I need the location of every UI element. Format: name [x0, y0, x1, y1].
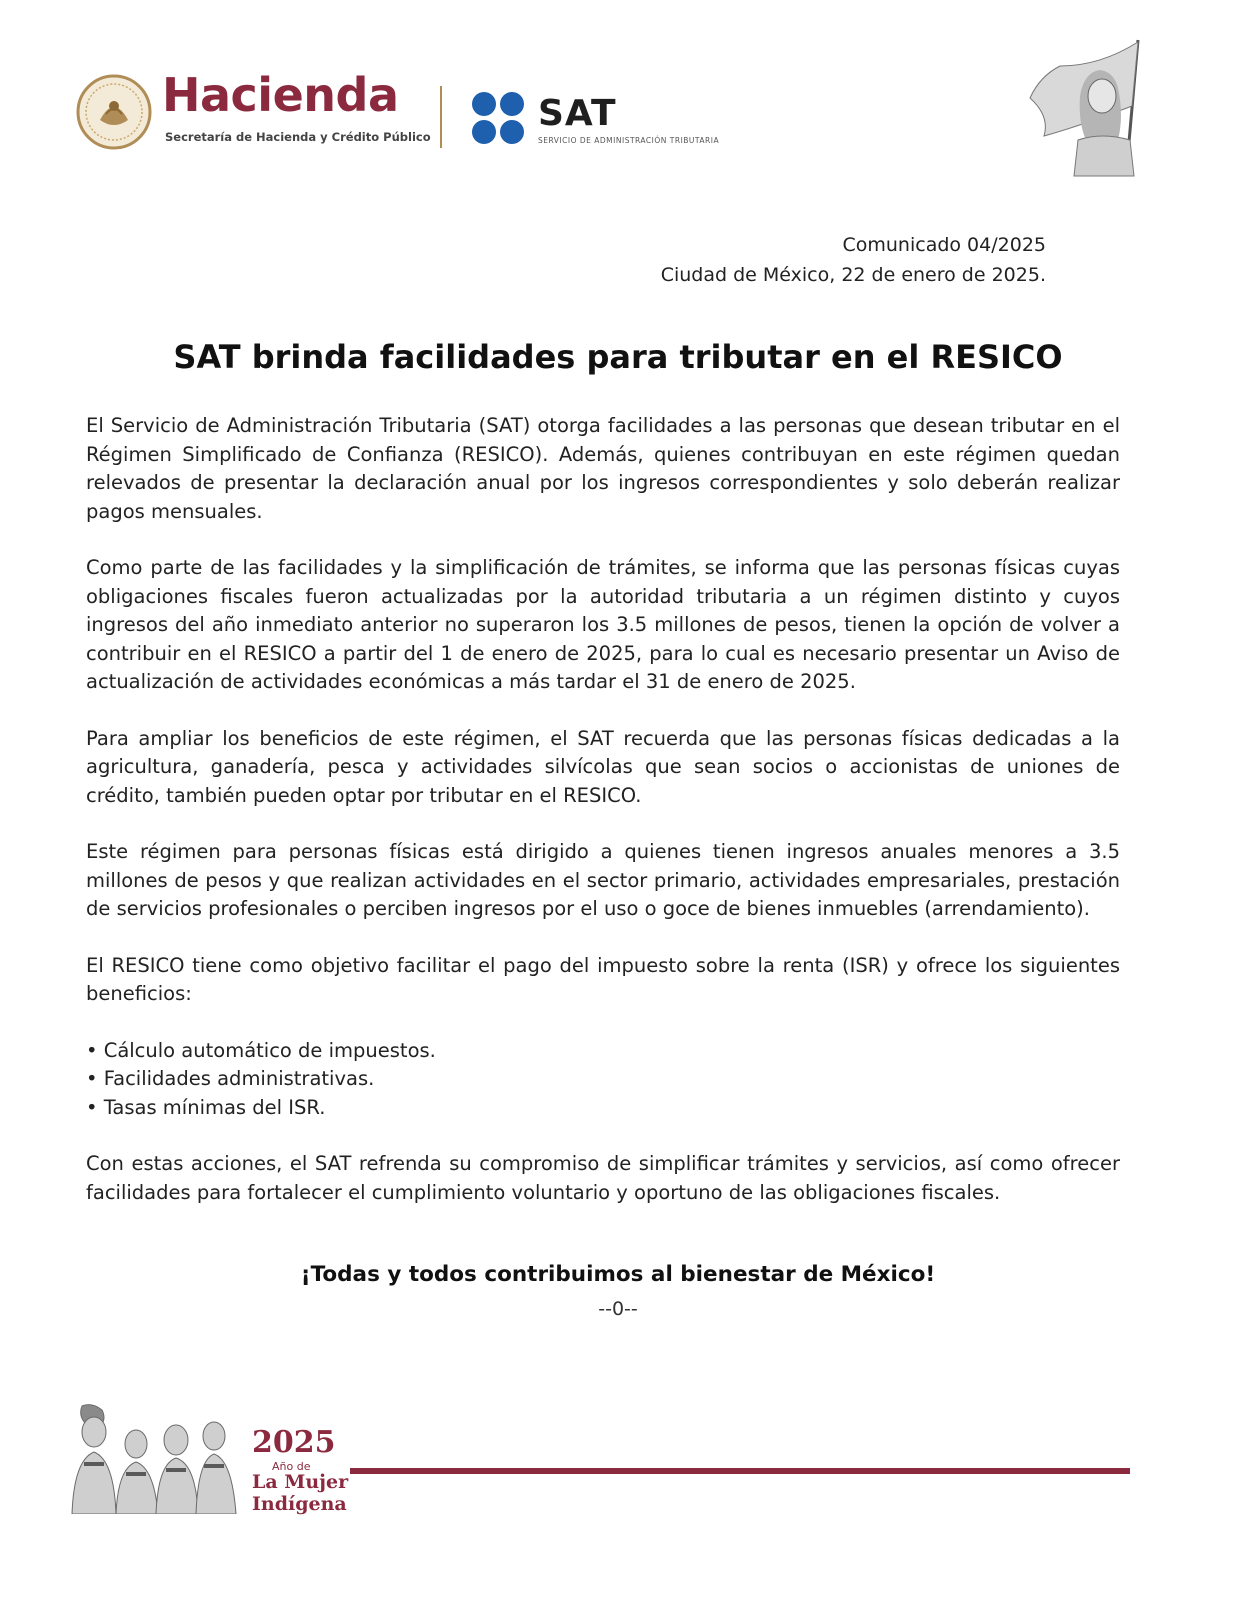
indigenous-women-illustration: [62, 1402, 242, 1514]
heroine-flag-illustration: [1020, 36, 1170, 178]
paragraph: El Servicio de Administración Tributaria (SAT) otorga facilidades a las personas que desean tributar en el Régimen Simplificado de Confianza (RESICO). Además, quienes contribuyan en este régimen quedan relevados de presentar la declaración anual por los ingresos correspondientes y solo deberán realizar pagos mensuales.: [86, 414, 1120, 523]
footer-year: 2025: [252, 1425, 336, 1460]
page-title: SAT brinda facilidades para tributar en el RESICO: [173, 338, 1063, 376]
footer-year-prefix: Año de: [272, 1460, 311, 1473]
sat-subtitle: SERVICIO DE ADMINISTRACIÓN TRIBUTARIA: [538, 136, 720, 145]
place-and-date: Ciudad de México, 22 de enero de 2025.: [660, 264, 1046, 286]
closing-paragraph: Con estas acciones, el SAT refrenda su compromiso de simplificar trámites y servicios, así como ofrecer facilidades para fortalecer el cumplimiento voluntario y oportuno de las obligaciones fiscales.: [86, 1152, 1120, 1204]
list-item: • Cálculo automático de impuestos.: [86, 1038, 436, 1062]
sat-dots-logo: [470, 90, 526, 146]
hacienda-seal-logo: [76, 74, 152, 150]
paragraph: Para ampliar los beneficios de este régimen, el SAT recuerda que las personas físicas dedicadas a la agricultura, ganadería, pesca y actividades silvícolas que sean socios o accionistas de uniones de crédito, también pueden optar por tributar en el RESICO.: [86, 726, 1120, 807]
list-item: • Facilidades administrativas.: [86, 1067, 375, 1090]
list-item: • Tasas mínimas del ISR.: [86, 1095, 326, 1119]
footer-rule: [350, 1468, 1130, 1474]
communique-number: Comunicado 04/2025: [842, 234, 1046, 256]
paragraph: Como parte de las facilidades y la simplificación de trámites, se informa que las personas físicas cuyas obligaciones fiscales fueron actualizadas por la autoridad tributaria a un régimen distinto y cuyos ingresos del año inmediato anterior no superaron los 3.5 millones de pesos, tienen la opción de volver a contribuir en el RESICO a partir del 1 de enero de 2025, para lo cual es necesario presentar un Aviso de actualización de actividades económicas a más tardar el 31 de enero de 2025.: [86, 556, 1120, 693]
paragraph: El RESICO tiene como objetivo facilitar el pago del impuesto sobre la renta (ISR) y ofrece los siguientes beneficios:: [86, 953, 1120, 1005]
paragraph: Este régimen para personas físicas está dirigido a quienes tienen ingresos anuales menores a 3.5 millones de pesos y que realizan actividades en el sector primario, actividades empresariales, prestación de servicios profesionales o perciben ingresos por el uso o goce de bienes inmuebles (arrendamiento).: [86, 840, 1120, 920]
slogan: ¡Todas y todos contribuimos al bienestar de México!: [300, 1262, 936, 1287]
document-body: [86, 412, 1120, 1235]
footer-line-1: La Mujer: [252, 1471, 349, 1493]
sat-title: SAT: [538, 93, 617, 134]
dateline: [661, 230, 1046, 290]
hacienda-subtitle: Secretaría de Hacienda y Crédito Público: [165, 130, 431, 144]
footer-line-2: Indígena: [252, 1493, 347, 1515]
header-divider: [440, 86, 442, 148]
hacienda-title: Hacienda: [162, 68, 399, 122]
end-mark: --0--: [598, 1298, 638, 1320]
benefits-list: [86, 1037, 1120, 1123]
